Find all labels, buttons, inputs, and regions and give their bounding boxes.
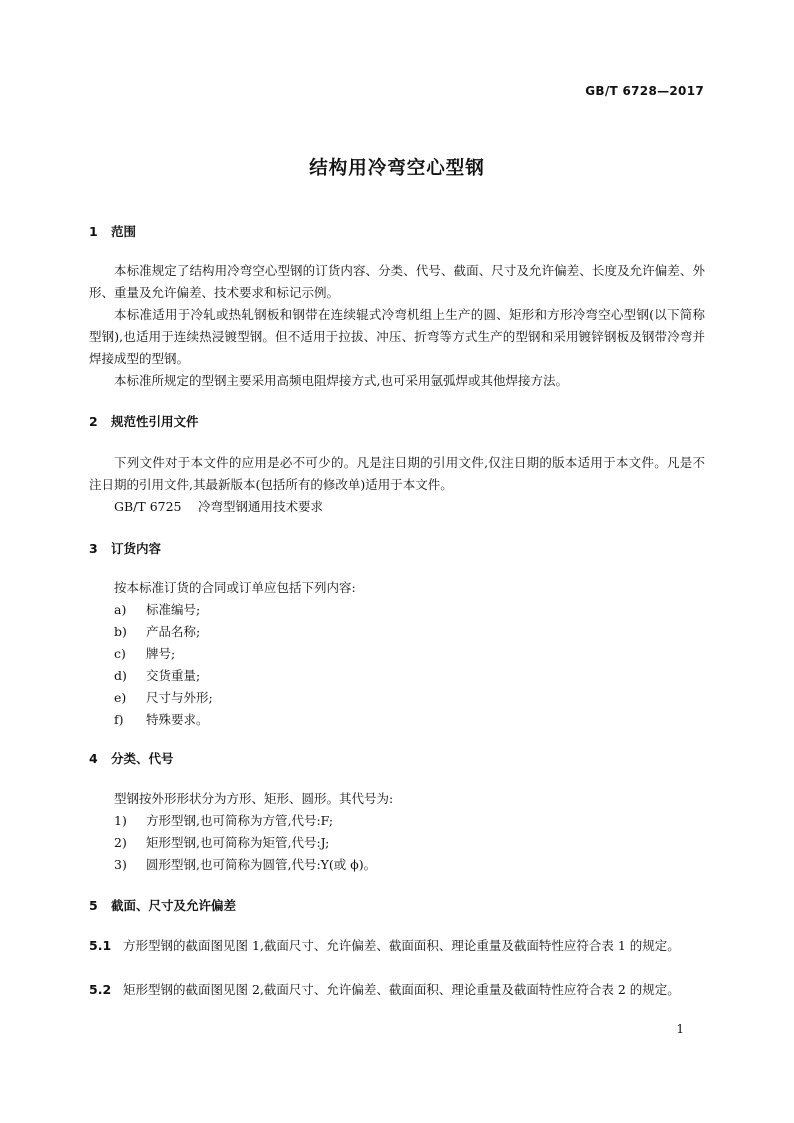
list-text: 尺寸与外形; — [146, 690, 213, 705]
reference-code: GB/T 6725 — [114, 499, 182, 514]
section-5-heading — [89, 896, 236, 914]
list-text: 特殊要求。 — [146, 712, 209, 727]
section-3-intro: 按本标准订货的合同或订单应包括下列内容: — [114, 580, 356, 595]
section-1-paragraph-3: 本标准所规定的型钢主要采用高频电阻焊接方式,也可采用氩弧焊或其他焊接方法。 — [114, 373, 568, 388]
subsection-5-1 — [89, 935, 705, 957]
section-number: 1 — [89, 224, 98, 239]
list-text: 矩形型钢,也可简称为矩管,代号:J; — [146, 835, 330, 850]
document-title: 结构用冷弯空心型钢 — [309, 158, 485, 179]
list-marker: f) — [114, 712, 124, 727]
section-2-paragraph: 下列文件对于本文件的应用是必不可少的。凡是注日期的引用文件,仅注日期的版本适用于本文件。凡是不注日期的引用文件,其最新版本(包括所有的修改单)适用于本文件。 — [89, 455, 705, 492]
list-marker: e) — [114, 690, 127, 705]
section-1-heading — [89, 222, 136, 240]
list-item — [114, 599, 200, 621]
subsection-text: 方形型钢的截面图见图 1,截面尺寸、允许偏差、截面面积、理论重量及截面特性应符合表 1 的规定。 — [123, 938, 680, 953]
section-number: 4 — [89, 751, 98, 766]
subsection-5-2 — [89, 979, 705, 1001]
subsection-text: 矩形型钢的截面图见图 2,截面尺寸、允许偏差、截面面积、理论重量及截面特性应符合表 2 的规定。 — [123, 982, 680, 997]
list-item — [114, 810, 333, 832]
list-text: 标准编号; — [146, 602, 201, 617]
list-marker: a) — [114, 602, 127, 617]
section-1-paragraph-1: 本标准规定了结构用冷弯空心型钢的订货内容、分类、代号、截面、尺寸及允许偏差、长度及允许偏差、外形、重量及允许偏差、技术要求和标记示例。 — [89, 263, 705, 300]
list-text: 圆形型钢,也可简称为圆管,代号:Y(或 ϕ)。 — [146, 857, 377, 872]
list-marker: 1) — [114, 813, 127, 828]
page-number: 1 — [676, 1022, 684, 1036]
list-marker: 2) — [114, 835, 127, 850]
list-item — [114, 621, 200, 643]
section-number: 5 — [89, 898, 98, 913]
section-4-intro: 型钢按外形形状分为方形、矩形、圆形。其代号为: — [114, 791, 394, 806]
list-marker: d) — [114, 668, 127, 683]
section-title: 范围 — [111, 224, 137, 239]
section-title: 截面、尺寸及允许偏差 — [111, 898, 237, 913]
section-title: 分类、代号 — [111, 751, 174, 766]
list-text: 交货重量; — [146, 668, 201, 683]
section-2-heading — [89, 412, 199, 430]
list-item — [114, 832, 329, 854]
section-number: 2 — [89, 414, 98, 429]
list-marker: b) — [114, 624, 127, 639]
list-item — [114, 687, 213, 709]
list-text: 牌号; — [146, 646, 176, 661]
section-1-paragraph-2: 本标准适用于冷轧或热轧钢板和钢带在连续辊式冷弯机组上生产的圆、矩形和方形冷弯空心型钢(以下简称型钢),也适用于连续热浸镀型钢。但不适用于拉拔、冲压、折弯等方式生产的型钢和采用镀锌钢板及钢带冷弯并焊接成型的型钢。 — [89, 307, 705, 366]
section-3-heading — [89, 539, 161, 557]
section-title: 规范性引用文件 — [111, 414, 199, 429]
list-item — [114, 665, 200, 687]
standard-code: GB/T 6728—2017 — [585, 84, 704, 98]
subsection-number: 5.1 — [89, 938, 112, 953]
list-item — [114, 854, 376, 876]
list-marker: 3) — [114, 857, 127, 872]
list-item — [114, 709, 209, 731]
section-title: 订货内容 — [111, 541, 162, 556]
normative-reference — [89, 496, 730, 518]
subsection-number: 5.2 — [89, 982, 112, 997]
list-text: 方形型钢,也可简称为方管,代号:F; — [146, 813, 334, 828]
list-item — [114, 643, 175, 665]
section-4-heading — [89, 749, 174, 767]
list-marker: c) — [114, 646, 126, 661]
list-text: 产品名称; — [146, 624, 201, 639]
section-number: 3 — [89, 541, 98, 556]
reference-title: 冷弯型钢通用技术要求 — [198, 499, 324, 514]
